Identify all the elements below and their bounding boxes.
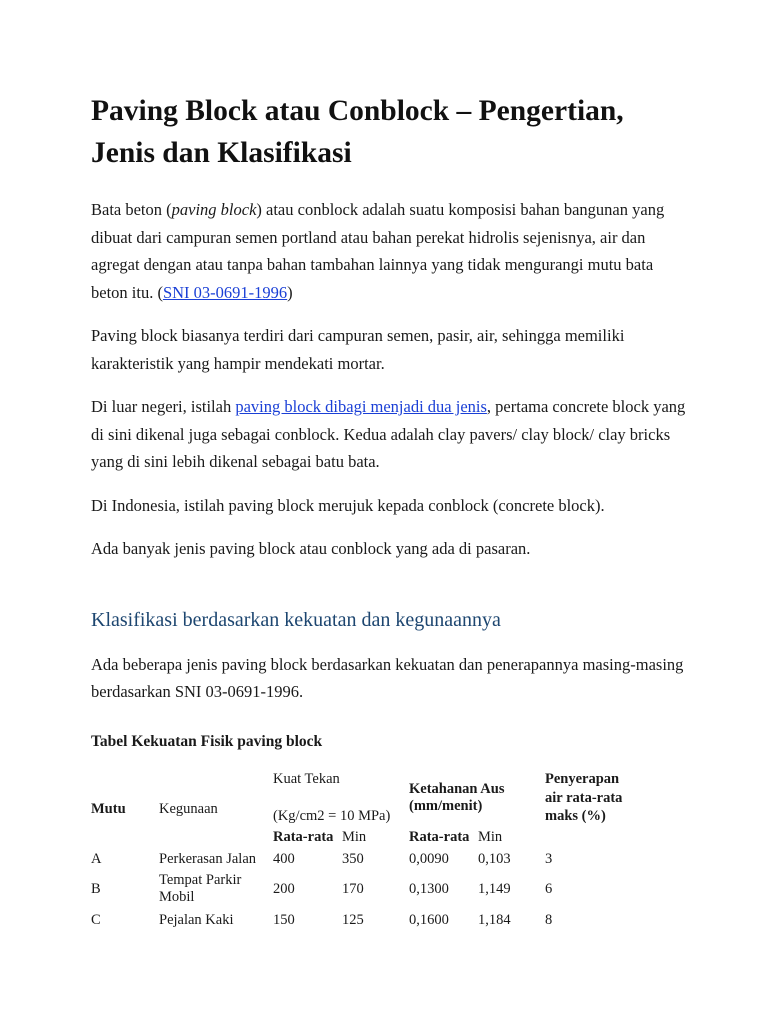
table-caption: Tabel Kekuatan Fisik paving block: [91, 732, 323, 750]
row-b-kt-min: 170: [342, 881, 364, 897]
paragraph-definition: [91, 196, 691, 306]
row-a-penyerapan: 3: [545, 851, 553, 867]
sni-link[interactable]: SNI 03-0691-1996: [162, 282, 288, 302]
row-b-penyerapan: 6: [545, 881, 553, 897]
header-kuat-tekan-unit: (Kg/cm2 = 10 MPa): [273, 808, 391, 824]
header-penyerapan-3: maks (%): [545, 808, 606, 824]
row-c-aus-rata: 0,1600: [409, 912, 449, 928]
row-c-aus-min: 1,184: [478, 912, 511, 928]
row-b-mutu: B: [91, 881, 101, 897]
paragraph-market: Ada banyak jenis paving block atau conblock yang ada di pasaran.: [91, 539, 531, 558]
paragraph-indonesia: Di Indonesia, istilah paving block merujuk kepada conblock (concrete block).: [91, 495, 605, 515]
subheader-aus-rata: Rata-rata: [409, 829, 470, 845]
row-a-kt-rata: 400: [273, 851, 295, 867]
header-kegunaan: Kegunaan: [159, 801, 218, 817]
row-a-aus-min: 0,103: [478, 851, 511, 867]
p1-text-b: ) atau conblock adalah suatu komposisi bahan bangunan yang dibuat dari campuran semen portland atau bahan perekat hidrolis sejenisnya, air dan agregat dengan atau tanpa bahan tambahan lainnya yang tidak mengurangi mutu bata beton itu. (: [91, 200, 665, 302]
p1-italic-term: paving block: [171, 200, 257, 219]
subheader-kt-rata: Rata-rata: [273, 829, 334, 845]
row-c-kt-min: 125: [342, 912, 364, 928]
row-b-aus-rata: 0,1300: [409, 881, 449, 897]
article-title: Paving Block atau Conblock – Pengertian, Jenis dan Klasifikasi: [91, 95, 624, 169]
paragraph-abroad: [91, 393, 691, 476]
subheader-aus-min: Min: [478, 829, 503, 845]
header-penyerapan-1: Penyerapan: [545, 771, 620, 787]
row-b-kegunaan-1: Tempat Parkir: [159, 872, 242, 888]
p3-text-b: , pertama concrete block yang di sini dikenal juga sebagai conblock. Kedua adalah clay pavers/ clay block/ clay bricks yang di sini lebih dikenal sebagai batu bata.: [91, 397, 686, 471]
p1-text-end: ): [287, 282, 293, 302]
row-c-kt-rata: 150: [273, 912, 295, 928]
two-types-link[interactable]: paving block dibagi menjadi dua jenis: [235, 397, 487, 416]
paragraph-composition: Paving block biasanya terdiri dari campuran semen, pasir, air, sehingga memiliki karakteristik yang hampir mendekati mortar.: [91, 326, 625, 373]
row-b-aus-min: 1,149: [478, 881, 511, 897]
header-mutu: Mutu: [91, 801, 126, 817]
section-heading: Klasifikasi berdasarkan kekuatan dan kegunaannya: [91, 608, 501, 631]
row-a-aus-rata: 0,0090: [409, 851, 449, 867]
p3-text-a: Di luar negeri, istilah: [91, 397, 236, 416]
row-a-kegunaan: Perkerasan Jalan: [159, 851, 257, 867]
header-ketahanan-aus: Ketahanan Aus: [409, 781, 505, 797]
row-c-mutu: C: [91, 912, 101, 928]
row-b-kt-rata: 200: [273, 881, 295, 897]
p1-text-a: Bata beton (: [91, 200, 172, 219]
article-body: [91, 90, 691, 752]
row-c-kegunaan: Pejalan Kaki: [159, 912, 234, 928]
paragraph-classification: Ada beberapa jenis paving block berdasarkan kekuatan dan penerapannya masing-masing berdasarkan SNI 03-0691-1996.: [91, 654, 684, 701]
header-ketahanan-aus-unit: (mm/menit): [409, 798, 483, 814]
subheader-kt-min: Min: [342, 829, 367, 845]
row-b-kegunaan-2: Mobil: [159, 889, 195, 905]
header-penyerapan-2: air rata-rata: [545, 790, 623, 806]
row-c-penyerapan: 8: [545, 912, 553, 928]
header-kuat-tekan: Kuat Tekan: [273, 771, 340, 787]
row-a-kt-min: 350: [342, 851, 364, 867]
row-a-mutu: A: [91, 851, 102, 867]
